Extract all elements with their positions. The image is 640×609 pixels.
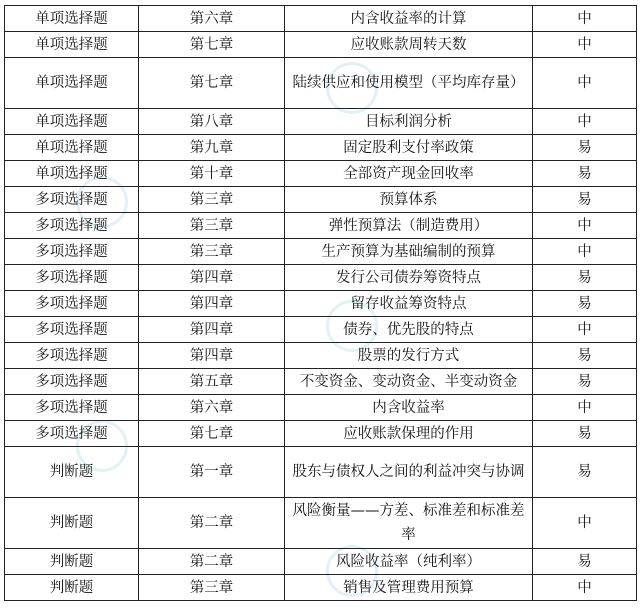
topic-cell: 不变资金、变动资金、半变动资金 [285,369,533,395]
table-row [5,32,637,58]
table-row [5,109,637,135]
exam-topics-table [4,5,637,601]
topic-cell: 风险收益率（纯利率） [285,549,533,575]
topic-cell: 弹性预算法（制造费用） [285,213,533,239]
topic-cell: 内含收益率 [285,395,533,421]
difficulty-cell: 易 [533,369,637,395]
topic-cell: 债券、优先股的特点 [285,317,533,343]
difficulty-cell: 中 [533,395,637,421]
table-row [5,395,637,421]
table-row [5,161,637,187]
table-row [5,317,637,343]
topic-cell: 销售及管理费用预算 [285,575,533,601]
question-type-cell: 多项选择题 [5,265,139,291]
chapter-cell: 第二章 [139,549,285,575]
chapter-cell: 第二章 [139,498,285,549]
table-row [5,575,637,601]
chapter-cell: 第七章 [139,421,285,447]
topic-cell: 应收账款保理的作用 [285,421,533,447]
topic-cell: 内含收益率的计算 [285,6,533,32]
chapter-cell: 第三章 [139,187,285,213]
chapter-cell: 第四章 [139,317,285,343]
question-type-cell: 多项选择题 [5,291,139,317]
question-type-cell: 多项选择题 [5,369,139,395]
difficulty-cell: 易 [533,343,637,369]
question-type-cell: 判断题 [5,549,139,575]
difficulty-cell: 中 [533,109,637,135]
chapter-cell: 第七章 [139,58,285,109]
difficulty-cell: 中 [533,239,637,265]
chapter-cell: 第六章 [139,395,285,421]
difficulty-cell: 易 [533,187,637,213]
table-row [5,369,637,395]
table-row [5,135,637,161]
difficulty-cell: 中 [533,6,637,32]
chapter-cell: 第八章 [139,109,285,135]
topic-cell: 预算体系 [285,187,533,213]
topic-cell: 固定股利支付率政策 [285,135,533,161]
question-type-cell: 单项选择题 [5,6,139,32]
question-type-cell: 单项选择题 [5,58,139,109]
difficulty-cell: 中 [533,498,637,549]
difficulty-cell: 易 [533,265,637,291]
chapter-cell: 第四章 [139,291,285,317]
table-row [5,447,637,498]
table-body [5,6,637,601]
chapter-cell: 第三章 [139,575,285,601]
chapter-cell: 第六章 [139,6,285,32]
difficulty-cell: 中 [533,32,637,58]
chapter-cell: 第四章 [139,343,285,369]
topic-cell: 目标利润分析 [285,109,533,135]
chapter-cell: 第一章 [139,447,285,498]
table-row [5,265,637,291]
topic-cell: 陆续供应和使用模型（平均库存量） [285,58,533,109]
difficulty-cell: 易 [533,291,637,317]
question-type-cell: 单项选择题 [5,109,139,135]
table-row [5,6,637,32]
difficulty-cell: 中 [533,213,637,239]
difficulty-cell: 易 [533,549,637,575]
question-type-cell: 判断题 [5,498,139,549]
difficulty-cell: 中 [533,58,637,109]
topic-cell: 应收账款周转天数 [285,32,533,58]
difficulty-cell: 易 [533,135,637,161]
question-type-cell: 判断题 [5,447,139,498]
table-row [5,213,637,239]
difficulty-cell: 易 [533,447,637,498]
table-row [5,187,637,213]
chapter-cell: 第四章 [139,265,285,291]
question-type-cell: 多项选择题 [5,239,139,265]
difficulty-cell: 易 [533,161,637,187]
question-type-cell: 多项选择题 [5,317,139,343]
table-row [5,291,637,317]
chapter-cell: 第五章 [139,369,285,395]
difficulty-cell: 中 [533,575,637,601]
question-type-cell: 判断题 [5,575,139,601]
difficulty-cell: 中 [533,317,637,343]
table-row [5,239,637,265]
table-row [5,549,637,575]
topic-cell: 生产预算为基础编制的预算 [285,239,533,265]
topic-cell: 风险衡量——方差、标准差和标准差率 [285,498,533,549]
question-type-cell: 多项选择题 [5,187,139,213]
chapter-cell: 第七章 [139,32,285,58]
question-type-cell: 单项选择题 [5,32,139,58]
question-type-cell: 单项选择题 [5,161,139,187]
question-type-cell: 单项选择题 [5,135,139,161]
question-type-cell: 多项选择题 [5,421,139,447]
topic-cell: 股东与债权人之间的利益冲突与协调 [285,447,533,498]
chapter-cell: 第九章 [139,135,285,161]
table-row [5,58,637,109]
topic-cell: 发行公司债券筹资特点 [285,265,533,291]
table-row [5,421,637,447]
chapter-cell: 第十章 [139,161,285,187]
topic-cell: 股票的发行方式 [285,343,533,369]
question-type-cell: 多项选择题 [5,213,139,239]
question-type-cell: 多项选择题 [5,395,139,421]
table-row [5,343,637,369]
topic-cell: 留存收益筹资特点 [285,291,533,317]
difficulty-cell: 易 [533,421,637,447]
chapter-cell: 第三章 [139,239,285,265]
topic-cell: 全部资产现金回收率 [285,161,533,187]
table-row [5,498,637,549]
question-type-cell: 多项选择题 [5,343,139,369]
chapter-cell: 第三章 [139,213,285,239]
